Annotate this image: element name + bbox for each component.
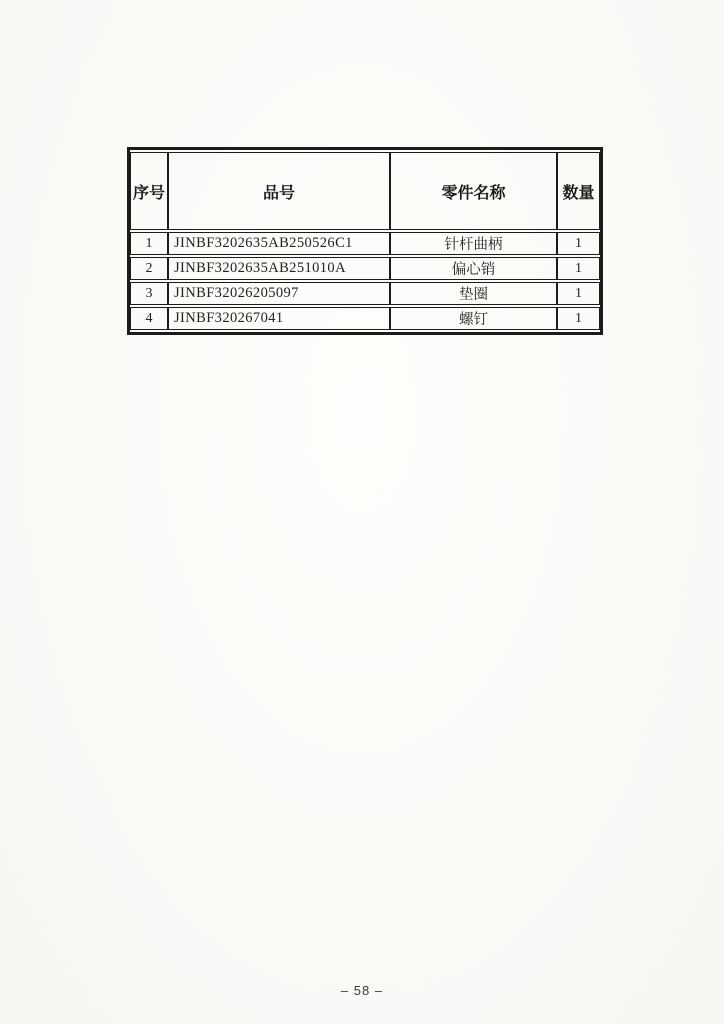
table-row — [130, 307, 600, 330]
column-header-part-number: 品号 — [168, 152, 390, 230]
cell-part-number: JINBF3202635AB250526C1 — [168, 232, 390, 255]
cell-serial: 3 — [130, 282, 168, 305]
cell-serial: 2 — [130, 257, 168, 280]
cell-part-name: 偏心销 — [390, 257, 557, 280]
cell-part-number: JINBF3202635AB251010A — [168, 257, 390, 280]
cell-part-number: JINBF32026205097 — [168, 282, 390, 305]
parts-table-header — [130, 152, 600, 230]
cell-part-name: 针杆曲柄 — [390, 232, 557, 255]
parts-table — [127, 147, 603, 335]
cell-quantity: 1 — [557, 282, 600, 305]
column-header-serial: 序号 — [130, 152, 168, 230]
cell-serial: 4 — [130, 307, 168, 330]
cell-part-name: 螺钉 — [390, 307, 557, 330]
cell-quantity: 1 — [557, 307, 600, 330]
cell-quantity: 1 — [557, 257, 600, 280]
cell-part-name: 垫圈 — [390, 282, 557, 305]
table-row — [130, 232, 600, 255]
table-row — [130, 257, 600, 280]
header-row — [130, 152, 600, 230]
table-row — [130, 282, 600, 305]
cell-part-number: JINBF320267041 — [168, 307, 390, 330]
column-header-quantity: 数量 — [557, 152, 600, 230]
cell-quantity: 1 — [557, 232, 600, 255]
parts-table-body — [130, 232, 600, 330]
cell-serial: 1 — [130, 232, 168, 255]
column-header-part-name: 零件名称 — [390, 152, 557, 230]
page-number: – 58 – — [340, 983, 384, 998]
